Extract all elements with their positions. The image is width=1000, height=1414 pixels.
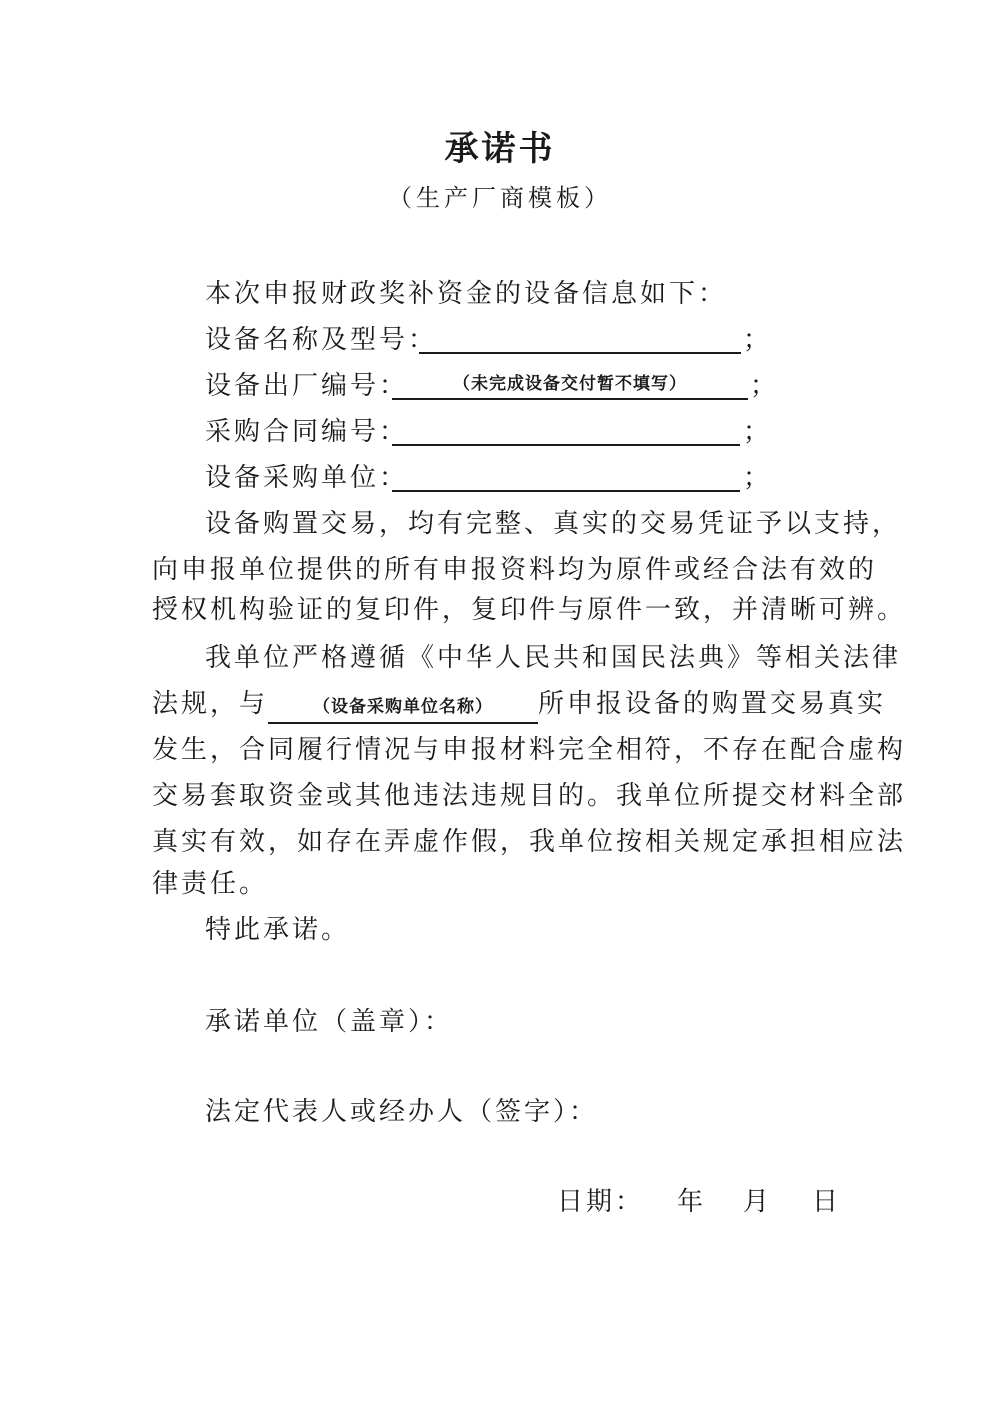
document-title: 承诺书 xyxy=(444,129,556,169)
field-blank-serial-number[interactable]: （未完成设备交付暂不填写） xyxy=(392,370,748,400)
field-label-contract-number: 采购合同编号： xyxy=(205,417,409,447)
commitment-unit-label: 承诺单位（盖章）： xyxy=(205,1007,454,1037)
document-subtitle: （生产厂商模板） xyxy=(388,184,612,212)
field-suffix: ； xyxy=(743,325,770,355)
field-blank-purchaser[interactable] xyxy=(392,462,740,492)
para1-line2: 向申报单位提供的所有申报资料均为原件或经合法有效的 xyxy=(152,555,878,585)
field-label-device-name: 设备名称及型号： xyxy=(205,325,438,355)
para2-line2 xyxy=(152,682,886,726)
para2-line2-pre: 法规，与 xyxy=(152,689,269,719)
para2-line1: 我单位严格遵循《中华人民共和国民法典》等相关法律 xyxy=(205,643,902,673)
date-year: 年 xyxy=(677,1187,707,1217)
closing-text: 特此承诺。 xyxy=(205,915,351,945)
field-suffix: ； xyxy=(750,371,777,401)
field-blank-device-name[interactable] xyxy=(419,324,741,354)
field-suffix: ； xyxy=(743,463,770,493)
para1-line3: 授权机构验证的复印件，复印件与原件一致，并清晰可辨。 xyxy=(152,595,907,625)
field-label-purchaser: 设备采购单位： xyxy=(205,463,409,493)
date-month: 月 xyxy=(743,1187,773,1217)
date-day: 日 xyxy=(812,1187,842,1217)
field-label-serial-number: 设备出厂编号： xyxy=(205,371,409,401)
field-blank-contract-number[interactable] xyxy=(392,416,740,446)
para2-line3: 发生，合同履行情况与申报材料完全相符，不存在配合虚构 xyxy=(152,735,907,765)
intro-text: 本次申报财政奖补资金的设备信息如下： xyxy=(205,279,728,309)
representative-label: 法定代表人或经办人（签字）： xyxy=(205,1097,599,1127)
para2-line4: 交易套取资金或其他违法违规目的。我单位所提交材料全部 xyxy=(152,781,907,811)
date-label: 日期： xyxy=(557,1187,645,1217)
field-suffix: ； xyxy=(743,417,770,447)
para2-line2-post: 所申报设备的购置交易真实 xyxy=(538,689,887,719)
para2-line5: 真实有效，如存在弄虚作假，我单位按相关规定承担相应法 xyxy=(152,827,907,857)
field-blank-purchaser-name[interactable]: （设备采购单位名称） xyxy=(268,692,538,724)
para1-line1: 设备购置交易，均有完整、真实的交易凭证予以支持， xyxy=(205,509,902,539)
para2-line6: 律责任。 xyxy=(152,869,269,899)
